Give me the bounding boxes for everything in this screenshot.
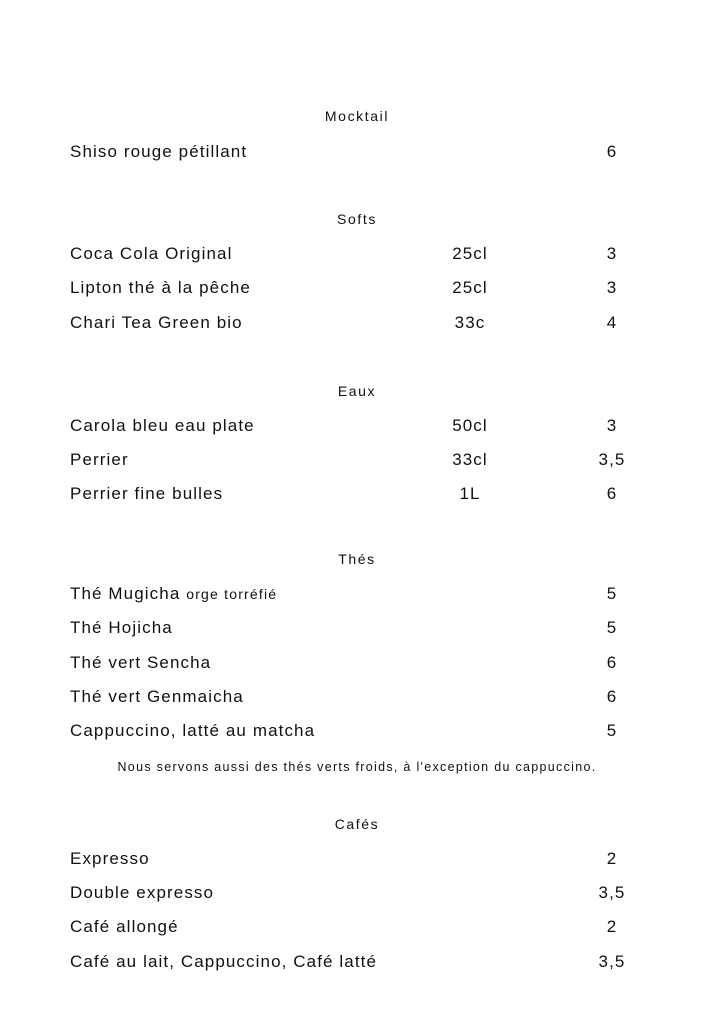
item-name: Café allongé (70, 917, 179, 936)
item-price: 6 (606, 484, 618, 503)
item-name-text: Thé Mugicha (70, 584, 181, 603)
item-price: 5 (606, 584, 618, 603)
item-price: 6 (606, 687, 618, 706)
item-size: 33cl (452, 450, 488, 469)
section-heading-softs: Softs (337, 211, 377, 227)
item-name: Perrier (70, 450, 129, 469)
item-name: Double expresso (70, 883, 215, 902)
item-name: Carola bleu eau plate (70, 416, 255, 435)
item-price: 5 (606, 618, 618, 637)
item-name: Thé vert Sencha (70, 653, 212, 672)
item-name: Expresso (70, 849, 150, 868)
section-heading-cafes: Cafés (334, 816, 380, 832)
menu-item (70, 685, 630, 709)
menu-item (70, 651, 630, 675)
item-name: Thé Hojicha (70, 618, 173, 637)
menu-item (70, 242, 630, 266)
item-price: 2 (606, 849, 618, 868)
item-name: Café au lait, Cappuccino, Café latté (70, 952, 378, 971)
item-size: 25cl (452, 278, 488, 297)
item-name (70, 582, 277, 606)
item-size: 33c (454, 313, 486, 332)
item-price: 3,5 (598, 883, 626, 902)
item-price: 3 (606, 244, 618, 263)
item-name: Cappuccino, latté au matcha (70, 721, 316, 740)
menu-item (70, 276, 630, 300)
item-name: Lipton thé à la pêche (70, 278, 251, 297)
menu-item (70, 915, 630, 939)
section-heading-mocktail: Mocktail (324, 108, 390, 124)
menu-item (70, 719, 630, 743)
item-size: 25cl (452, 244, 488, 263)
item-price: 6 (606, 653, 618, 672)
item-note: orge torréfié (186, 586, 278, 602)
menu-item (70, 950, 630, 974)
item-name: Shiso rouge pétillant (70, 142, 248, 161)
item-price: 3 (606, 278, 618, 297)
menu-item (70, 616, 630, 640)
item-name: Perrier fine bulles (70, 484, 224, 503)
menu-item (70, 482, 630, 506)
item-name: Chari Tea Green bio (70, 313, 243, 332)
menu-item (70, 140, 630, 164)
item-price: 3,5 (598, 450, 626, 469)
item-price: 4 (606, 313, 618, 332)
item-name: Coca Cola Original (70, 244, 233, 263)
menu-item (70, 311, 630, 335)
tea-footnote: Nous servons aussi des thés verts froids, à l'exception du cappuccino. (117, 760, 597, 774)
menu-item (70, 448, 630, 472)
menu-item (70, 847, 630, 871)
item-size: 1L (459, 484, 481, 503)
item-price: 2 (606, 917, 618, 936)
item-price: 3,5 (598, 952, 626, 971)
section-heading-eaux: Eaux (337, 383, 377, 399)
section-heading-thes: Thés (338, 551, 376, 567)
item-price: 5 (606, 721, 618, 740)
menu-item (70, 414, 630, 438)
item-price: 6 (606, 142, 618, 161)
item-price: 3 (606, 416, 618, 435)
menu-item (70, 582, 630, 606)
item-name: Thé vert Genmaicha (70, 687, 244, 706)
item-size: 50cl (452, 416, 488, 435)
menu-item (70, 881, 630, 905)
